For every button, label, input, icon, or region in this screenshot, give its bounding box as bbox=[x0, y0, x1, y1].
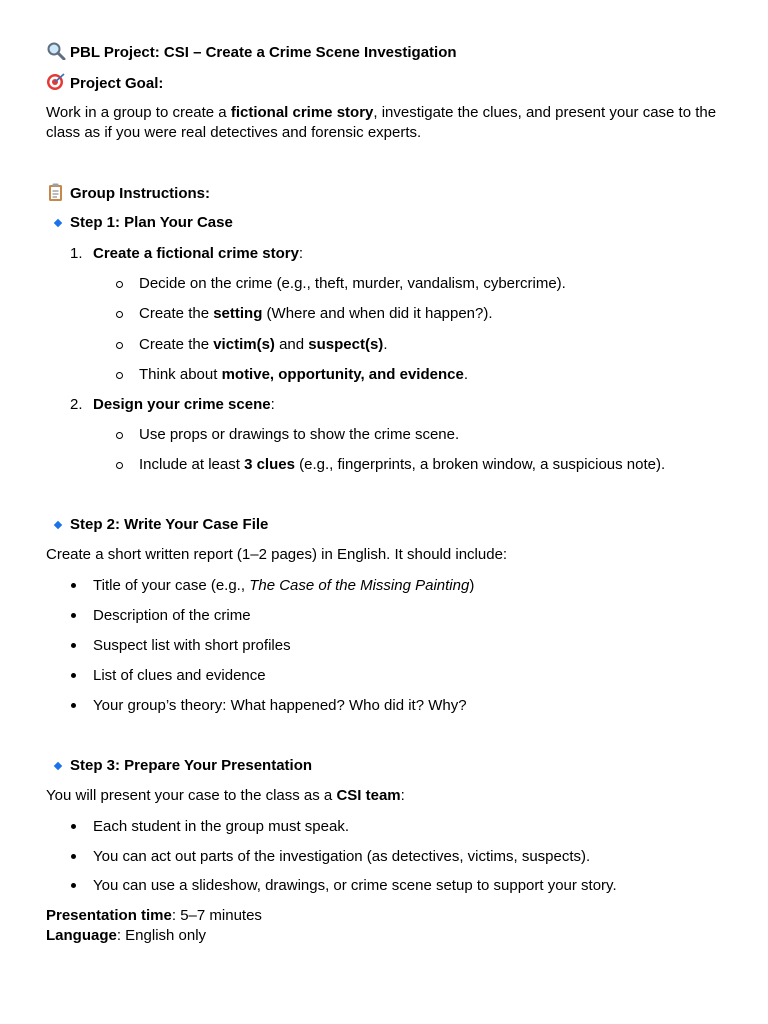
presentation-time: Presentation time: 5–7 minutes bbox=[46, 907, 262, 924]
goal-paragraph: Work in a group to create a fictional crime story, investigate the clues, and present your case to the class as if you were real detectives and forensic experts. bbox=[46, 104, 717, 141]
step1-heading: Step 1: Plan Your Case bbox=[70, 214, 233, 231]
target-icon bbox=[46, 73, 66, 91]
blue-diamond-icon bbox=[54, 762, 62, 770]
step3-bullet3: You can use a slideshow, drawings, or crime scene setup to support your story. bbox=[93, 877, 617, 894]
step2-bullet4: List of clues and evidence bbox=[93, 667, 266, 684]
instructions-heading: Group Instructions: bbox=[70, 185, 210, 202]
step1-sub4: Think about motive, opportunity, and evidence. bbox=[139, 366, 468, 383]
step2-bullet3: Suspect list with short profiles bbox=[93, 637, 291, 654]
step3-bullet2: You can act out parts of the investigation (as detectives, victims, suspects). bbox=[93, 848, 591, 865]
instructions-heading-row bbox=[46, 183, 210, 204]
step2-bullet5: Your group’s theory: What happened? Who did it? Why? bbox=[93, 697, 467, 714]
blue-diamond-icon bbox=[54, 521, 62, 529]
page-title-row bbox=[46, 42, 457, 63]
disc-bullet-icon bbox=[71, 673, 76, 678]
step1-item1: 1. Create a fictional crime story: bbox=[70, 245, 304, 262]
magnifying-glass-icon bbox=[46, 42, 66, 60]
disc-bullet-icon bbox=[71, 583, 76, 588]
step1-sub5: Use props or drawings to show the crime scene. bbox=[139, 426, 460, 443]
disc-bullet-icon bbox=[71, 703, 76, 708]
blue-diamond-icon bbox=[54, 219, 62, 227]
page-title: PBL Project: CSI – Create a Crime Scene Investigation bbox=[70, 44, 457, 61]
goal-heading-row bbox=[46, 73, 163, 94]
disc-bullet-icon bbox=[71, 643, 76, 648]
disc-bullet-icon bbox=[71, 883, 76, 888]
clipboard-icon bbox=[46, 183, 66, 201]
step1-sub2: Create the setting (Where and when did it happen?). bbox=[139, 305, 493, 322]
language: Language: English only bbox=[46, 927, 207, 944]
step1-sub1: Decide on the crime (e.g., theft, murder, vandalism, cybercrime). bbox=[139, 275, 566, 292]
circle-bullet-icon bbox=[116, 281, 123, 288]
step1-item2: 2. Design your crime scene: bbox=[70, 396, 275, 413]
circle-bullet-icon bbox=[116, 432, 123, 439]
step2-heading: Step 2: Write Your Case File bbox=[70, 516, 269, 533]
circle-bullet-icon bbox=[116, 342, 123, 349]
disc-bullet-icon bbox=[71, 824, 76, 829]
step2-intro: Create a short written report (1–2 pages) in English. It should include: bbox=[46, 546, 508, 563]
step3-bullet1: Each student in the group must speak. bbox=[93, 818, 349, 835]
disc-bullet-icon bbox=[71, 854, 76, 859]
step3-intro: You will present your case to the class as a CSI team: bbox=[46, 787, 405, 804]
step1-sub3: Create the victim(s) and suspect(s). bbox=[139, 336, 388, 353]
circle-bullet-icon bbox=[116, 462, 123, 469]
step2-bullet2: Description of the crime bbox=[93, 607, 251, 624]
circle-bullet-icon bbox=[116, 372, 123, 379]
step2-bullet1: Title of your case (e.g., The Case of the Missing Painting) bbox=[93, 577, 475, 594]
step3-heading: Step 3: Prepare Your Presentation bbox=[70, 757, 313, 774]
goal-heading: Project Goal: bbox=[70, 75, 164, 92]
circle-bullet-icon bbox=[116, 311, 123, 318]
disc-bullet-icon bbox=[71, 613, 76, 618]
step1-sub6: Include at least 3 clues (e.g., fingerprints, a broken window, a suspicious note). bbox=[139, 456, 666, 473]
